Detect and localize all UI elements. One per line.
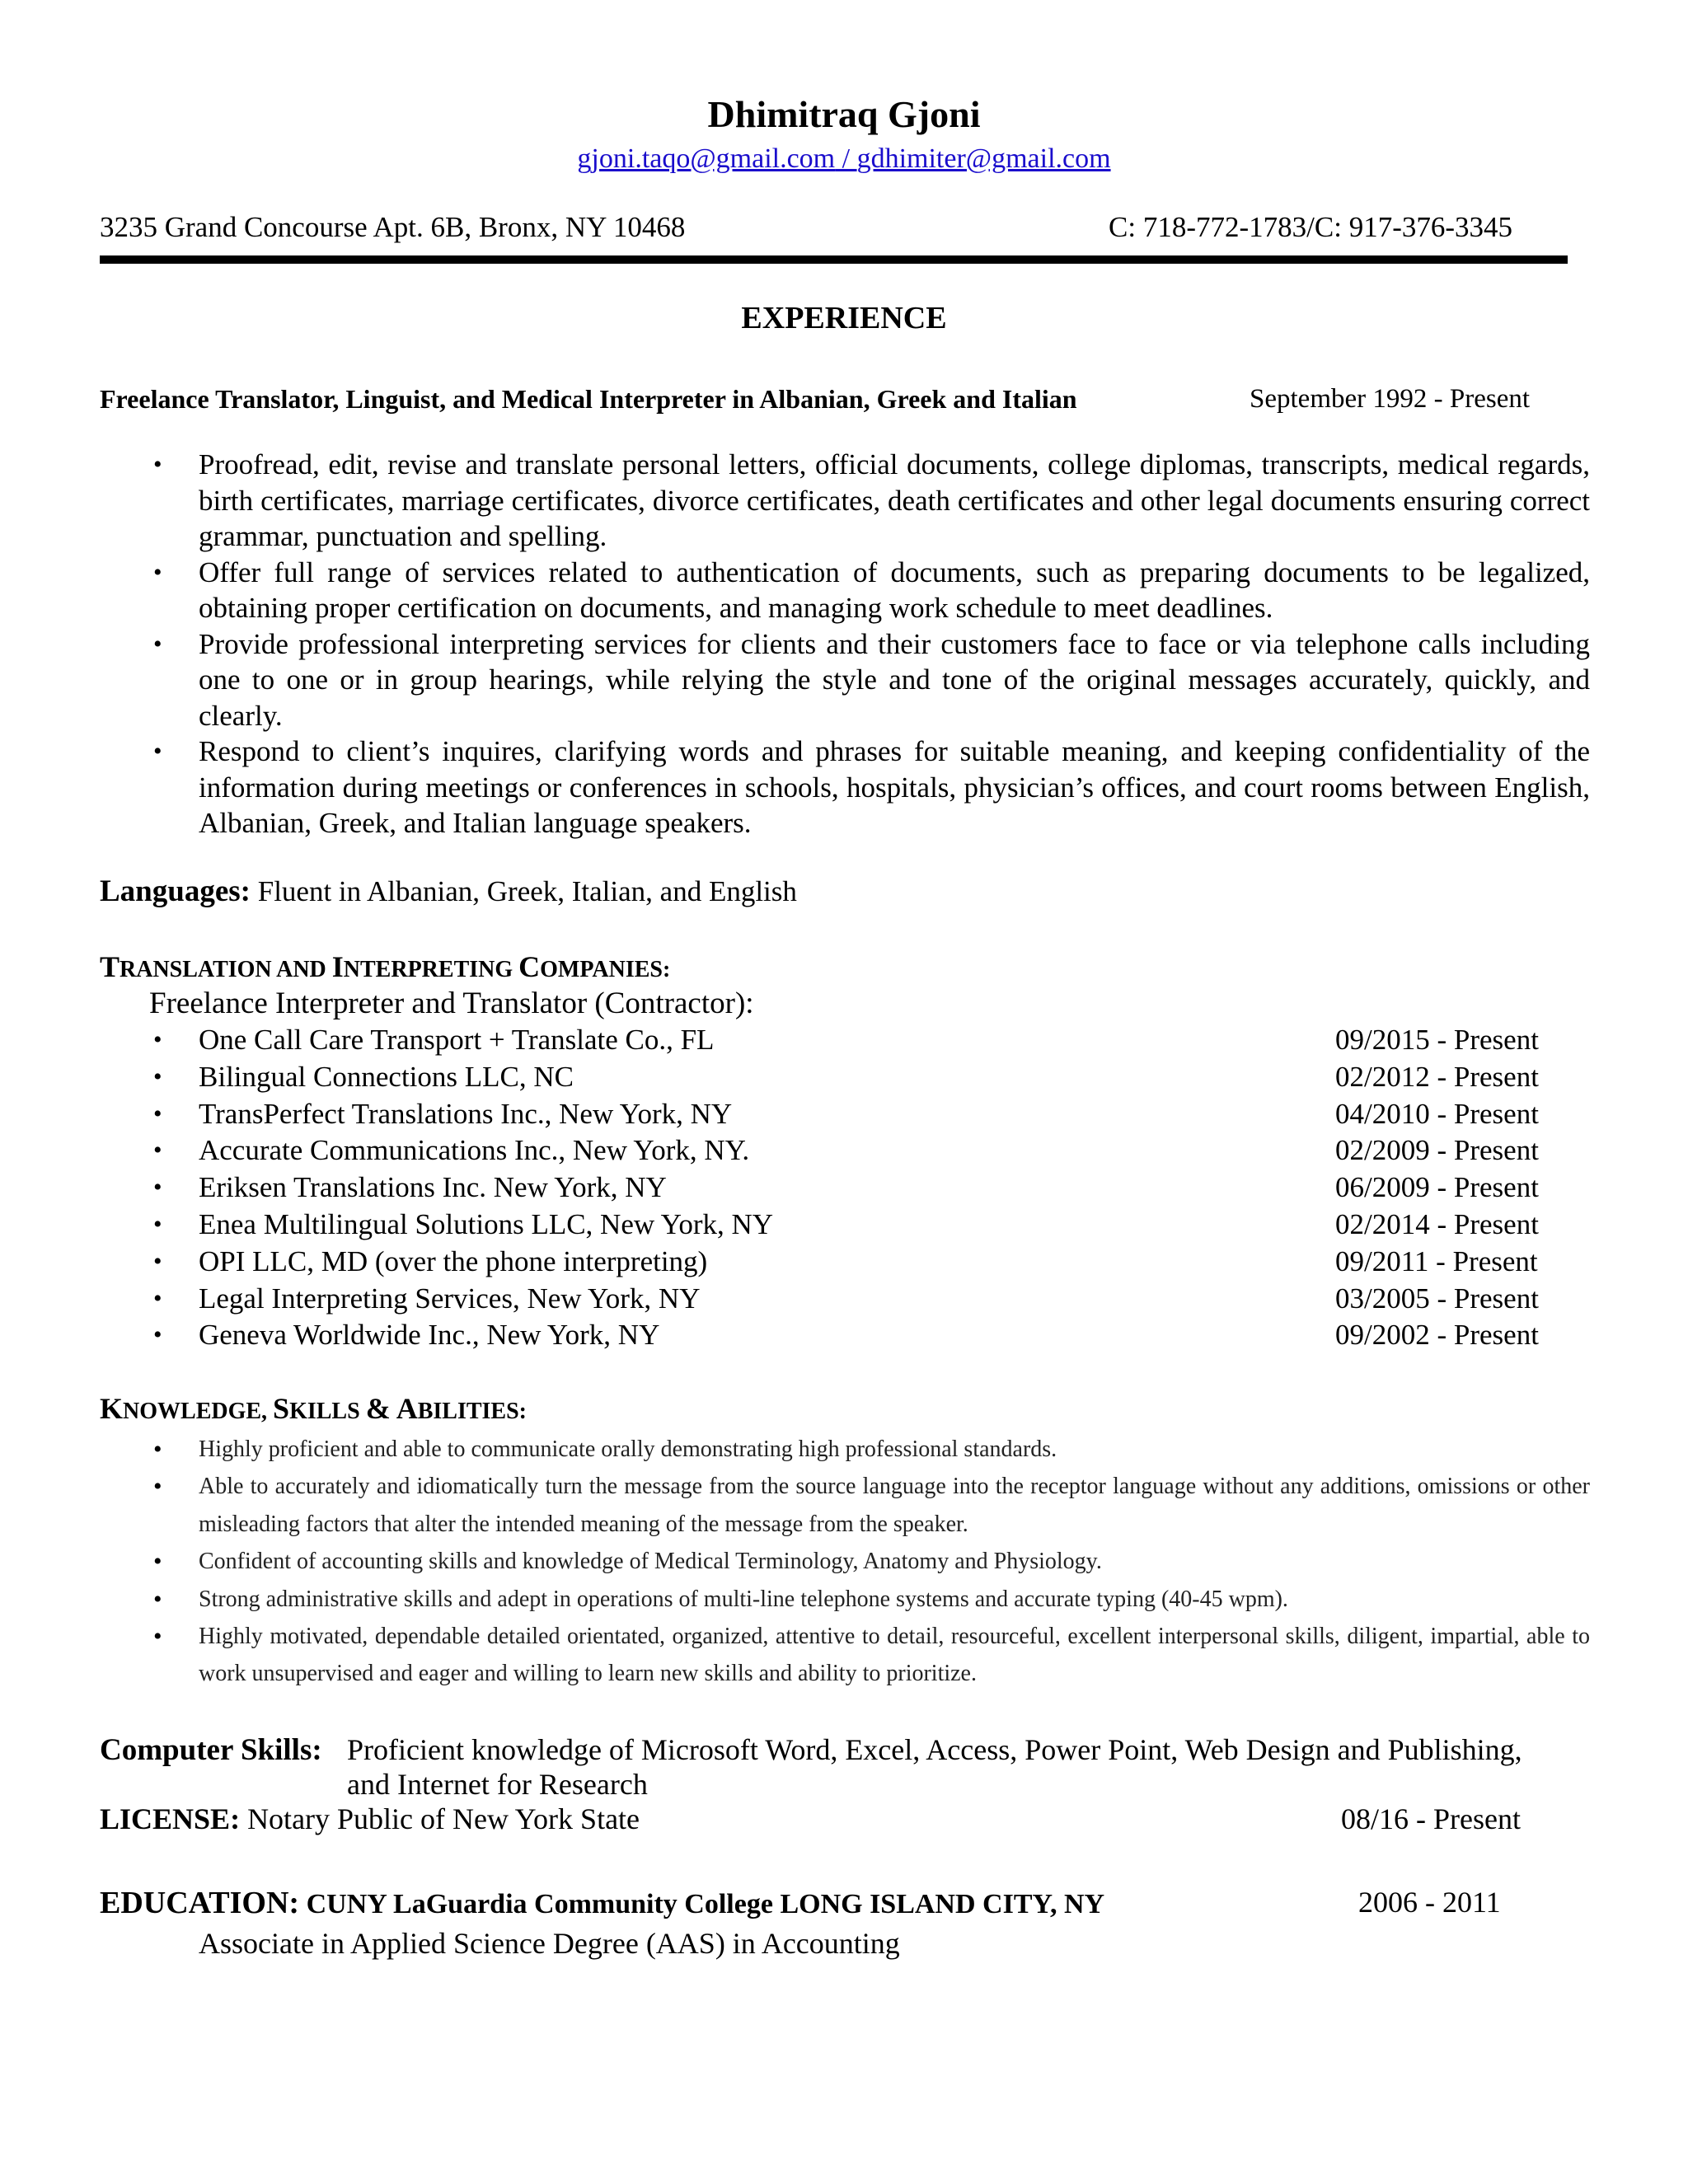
job-dates: September 1992 - Present [1250,384,1531,414]
companies-heading: TRANSLATION AND INTERPRETING COMPANIES: [100,950,671,983]
company-item [199,1281,1559,1318]
company-dates: 03/2005 - Present [1335,1282,1539,1315]
computer-skills-text: Proficient knowledge of Microsoft Word, Excel, Access, Power Point, Web Design and Publishing, and Internet for Research [347,1733,1522,1801]
education-dates: 2006 - 2011 [1358,1886,1501,1919]
company-dates: 09/2011 - Present [1335,1244,1538,1277]
computer-skills-label: Computer Skills: [100,1733,322,1767]
company-dates: 02/2014 - Present [1335,1207,1539,1240]
email-line [0,143,1688,175]
list-item: • Respond to client’s inquires, clarifying words and phrases for suitable meaning, and keeping confidentiality of the information during meetings or conferences in schools, hospitals, physician’s offices, and court rooms between English, Albanian, Greek, and Italian language speakers. [199,733,1590,841]
languages-text: Fluent in Albanian, Greek, Italian, and English [250,875,797,907]
job-title: Freelance Translator, Linguist, and Medical Interpreter in Albanian, Greek and Italian [100,384,1077,414]
list-item: • Confident of accounting skills and knowledge of Medical Terminology, Anatomy and Physiology. [199,1543,1590,1580]
languages-label: Languages: [100,874,251,908]
company-item [199,1244,1559,1281]
email-link-1[interactable]: gjoni.taqo@gmail.com [577,143,836,174]
company-item [199,1096,1559,1133]
education-line [100,1885,1104,1921]
company-item [199,1317,1559,1354]
company-name: Geneva Worldwide Inc., New York, NY [199,1319,660,1352]
address: 3235 Grand Concourse Apt. 6B, Bronx, NY 10468 [100,211,686,243]
email-separator: / [835,143,857,174]
list-item: • Able to accurately and idiomatically turn the message from the source language into the receptor language without any additions, omissions or other misleading factors that alter the intended meaning of the message from the speaker. [199,1468,1590,1543]
company-name: OPI LLC, MD (over the phone interpreting) [199,1244,708,1277]
list-item: • Offer full range of services related to authentication of documents, such as preparing documents to be legalized, obtaining proper certification on documents, and managing work schedule to meet deadlines. [199,555,1590,626]
license-label: LICENSE: [100,1802,241,1835]
company-name: Eriksen Translations Inc. New York, NY [199,1171,667,1204]
ksa-bullets [199,1431,1590,1693]
company-item [199,1207,1559,1244]
companies-subheading: Freelance Interpreter and Translator (Contractor): [149,987,754,1020]
education-degree: Associate in Applied Science Degree (AAS) in Accounting [199,1927,900,1960]
company-name: Accurate Communications Inc., New York, NY. [199,1134,750,1167]
company-dates: 06/2009 - Present [1335,1171,1539,1204]
education-school: CUNY LaGuardia Community College LONG ISLAND CITY, NY [299,1889,1105,1919]
company-name: One Call Care Transport + Translate Co., FL [199,1024,715,1056]
license-dates: 08/16 - Present [1341,1802,1521,1835]
email-link-2[interactable]: gdhimiter@gmail.com [856,143,1111,174]
company-item [199,1059,1559,1096]
company-dates: 04/2010 - Present [1335,1097,1539,1130]
ksa-heading: KNOWLEDGE, SKILLS & ABILITIES: [100,1392,527,1425]
list-item: • Provide professional interpreting services for clients and their customers face to face or via telephone calls including one to one or in group hearings, while relying the style and tone of the original messages accurately, quickly, and clearly. [199,626,1590,734]
education-label: EDUCATION: [100,1886,300,1920]
company-item [199,1132,1559,1169]
phone-numbers: C: 718-772-1783/C: 917-376-3345 [1109,211,1512,243]
company-name: TransPerfect Translations Inc., New York, NY [199,1097,733,1130]
experience-heading: EXPERIENCE [741,301,947,335]
list-item: • Proofread, edit, revise and translate personal letters, official documents, college diplomas, transcripts, medical regards, birth certificates, marriage certificates, divorce certificates, death certificates and other legal documents ensuring correct grammar, punctuation and spelling. [199,447,1590,555]
list-item: • Highly proficient and able to communicate orally demonstrating high professional standards. [199,1431,1590,1468]
candidate-name: Dhimitraq Gjoni [707,93,981,135]
languages-line [100,874,797,909]
company-dates: 09/2002 - Present [1335,1319,1539,1352]
company-dates: 09/2015 - Present [1335,1024,1539,1056]
company-name: Bilingual Connections LLC, NC [199,1060,574,1093]
experience-bullets [199,447,1590,841]
company-item [199,1169,1559,1207]
company-name: Legal Interpreting Services, New York, NY [199,1282,701,1315]
company-item [199,1022,1559,1059]
list-item: • Strong administrative skills and adept in operations of multi-line telephone systems and accurate typing (40-45 wpm). [199,1581,1590,1618]
companies-list [199,1022,1559,1354]
company-name: Enea Multilingual Solutions LLC, New York, NY [199,1207,774,1240]
header-divider [100,255,1568,264]
company-dates: 02/2009 - Present [1335,1134,1539,1167]
license-text: Notary Public of New York State [240,1802,640,1835]
license-line [100,1802,640,1836]
list-item: • Highly motivated, dependable detailed orientated, organized, attentive to detail, resourceful, excellent interpersonal skills, diligent, impartial, able to work unsupervised and eager and willing to learn new skills and ability to prioritize. [199,1618,1590,1693]
company-dates: 02/2012 - Present [1335,1060,1539,1093]
